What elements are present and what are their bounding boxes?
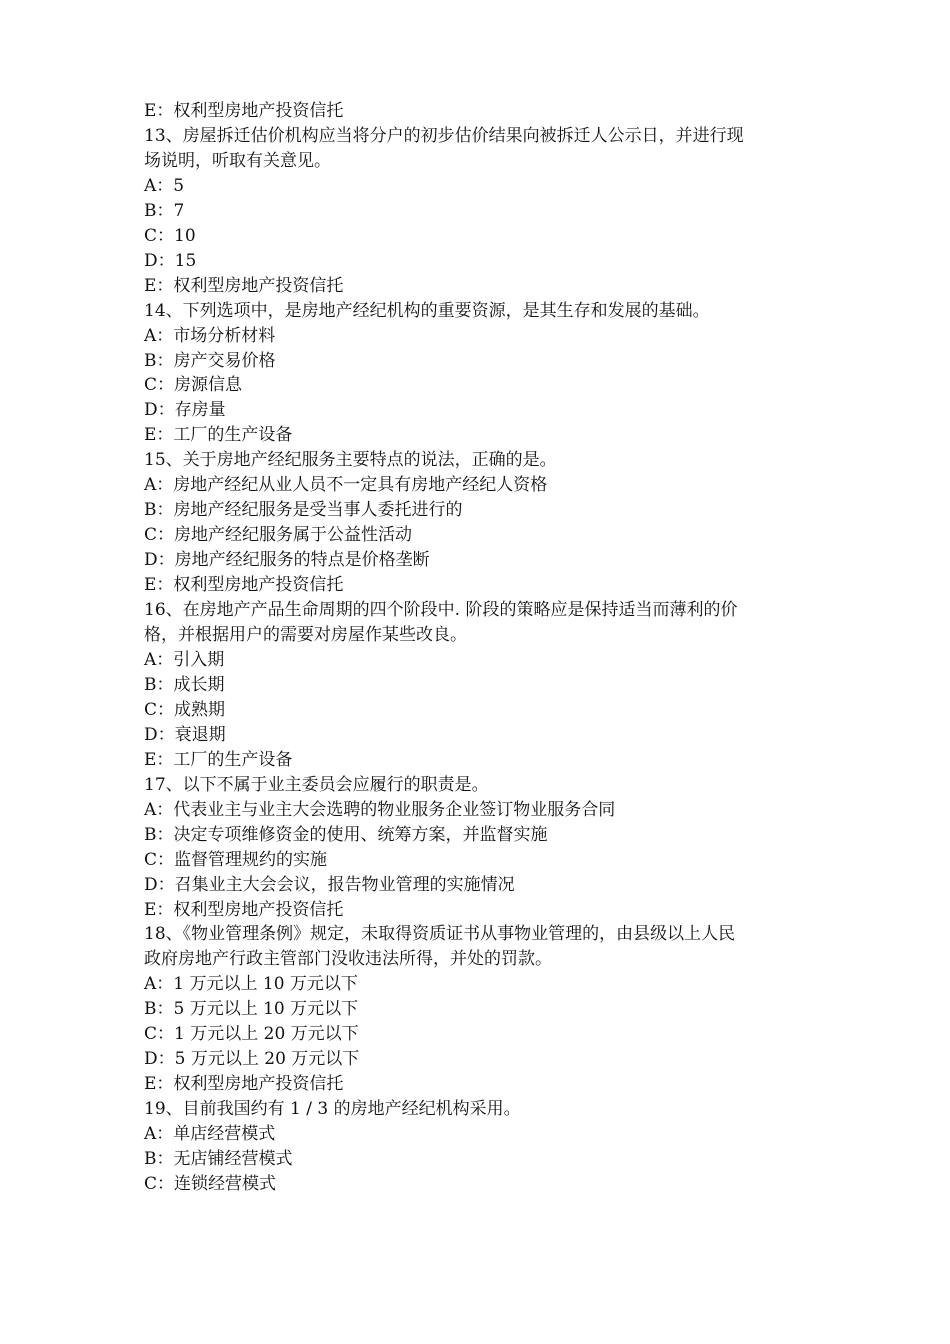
question-17-option-e: E：权利型房地产投资信托 — [144, 899, 344, 920]
question-14-option-c: C：房源信息 — [144, 375, 243, 396]
question-14-option-a: A：市场分析材料 — [144, 325, 276, 346]
question-14-option-d: D：存房量 — [144, 400, 226, 421]
question-14-option-e: E：工厂的生产设备 — [144, 425, 293, 446]
question-16-option-b: B：成长期 — [144, 674, 225, 695]
question-13-line-2: 场说明，听取有关意见。 — [144, 150, 331, 171]
question-15-option-e: E：权利型房地产投资信托 — [144, 575, 344, 596]
question-16-option-d: D：衰退期 — [144, 724, 226, 745]
document-body — [144, 99, 824, 1197]
question-16-option-c: C：成熟期 — [144, 699, 226, 720]
question-13-line-1: 13、房屋拆迁估价机构应当将分户的初步估价结果向被拆迁人公示日，并进行现 — [144, 125, 744, 146]
question-13-option-e: E：权利型房地产投资信托 — [144, 275, 344, 296]
question-17-option-b: B：决定专项维修资金的使用、统筹方案，并监督实施 — [144, 824, 548, 845]
question-18-option-a: A：1 万元以上 10 万元以下 — [144, 974, 358, 995]
question-14-line-1: 14、下列选项中，是房地产经纪机构的重要资源，是其生存和发展的基础。 — [144, 300, 710, 321]
question-18-option-c: C：1 万元以上 20 万元以下 — [144, 1024, 359, 1045]
question-15-option-a: A：房地产经纪从业人员不一定具有房地产经纪人资格 — [144, 475, 548, 496]
question-19-option-c: C：连锁经营模式 — [144, 1173, 277, 1194]
question-18-option-d: D：5 万元以上 20 万元以下 — [144, 1049, 360, 1070]
question-15-option-c: C：房地产经纪服务属于公益性活动 — [144, 525, 413, 546]
question-18-line-2: 政府房地产行政主管部门没收违法所得，并处的罚款。 — [144, 949, 552, 970]
question-16-option-a: A：引入期 — [144, 649, 225, 670]
question-13-option-a: A：5 — [144, 175, 185, 196]
question-13-option-b: B：7 — [144, 200, 185, 221]
question-16-line-2: 格，并根据用户的需要对房屋作某些改良。 — [144, 625, 467, 646]
question-13-option-d: D：15 — [144, 250, 197, 271]
question-15-option-d: D：房地产经纪服务的特点是价格垄断 — [144, 550, 430, 571]
question-18-line-1: 18、《物业管理条例》规定，未取得资质证书从事物业管理的，由县级以上人民 — [144, 924, 736, 945]
question-16-option-e: E：工厂的生产设备 — [144, 749, 293, 770]
question-18-option-e: E：权利型房地产投资信托 — [144, 1074, 344, 1095]
question-16-line-1: 16、在房地产产品生命周期的四个阶段中. 阶段的策略应是保持适当而薄利的价 — [144, 600, 738, 621]
question-19-line-1: 19、目前我国约有 1 / 3 的房地产经纪机构采用。 — [144, 1099, 521, 1120]
question-14-option-b: B：房产交易价格 — [144, 350, 276, 371]
question-19-option-b: B：无店铺经营模式 — [144, 1149, 293, 1170]
question-19-option-a: A：单店经营模式 — [144, 1124, 276, 1145]
question-17-line-1: 17、以下不属于业主委员会应履行的职责是。 — [144, 774, 489, 795]
question-17-option-c: C：监督管理规约的实施 — [144, 849, 328, 870]
question-15-option-b: B：房地产经纪服务是受当事人委托进行的 — [144, 500, 463, 521]
question-13-option-c: C：10 — [144, 225, 196, 246]
question-17-option-a: A：代表业主与业主大会选聘的物业服务企业签订物业服务合同 — [144, 799, 616, 820]
question-17-option-d: D：召集业主大会会议，报告物业管理的实施情况 — [144, 874, 515, 895]
question-15-line-1: 15、关于房地产经纪服务主要特点的说法，正确的是。 — [144, 450, 557, 471]
option-e-line: E：权利型房地产投资信托 — [144, 101, 344, 121]
question-18-option-b: B：5 万元以上 10 万元以下 — [144, 999, 359, 1020]
